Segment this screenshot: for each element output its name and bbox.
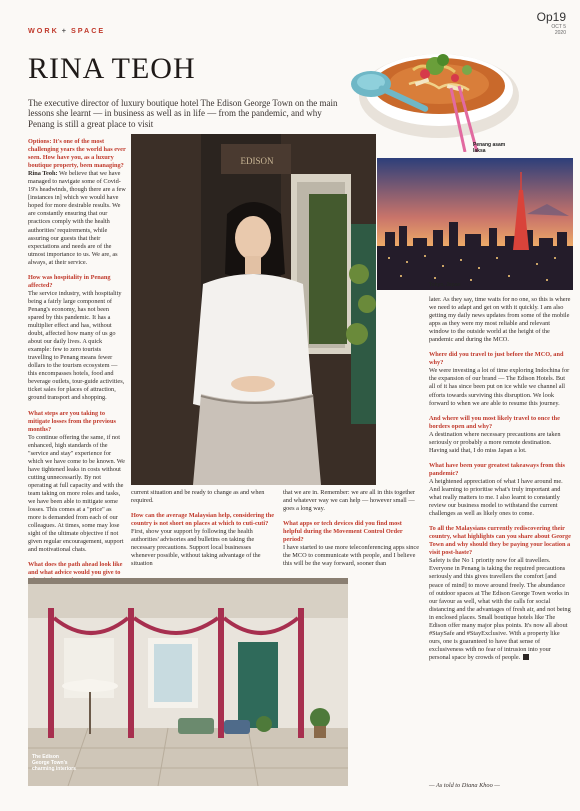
answer-9: A heightened appreciation of what I have around me. And learning to prioritise what's truly important and what really matters to me. I also learnt to constantly review our business model to withstand the current challenges as well as likely ones to come. [429,477,563,518]
answer-8: A destination where necessary precautions are taken seriously or probably a more remote destination. Having said that, I do miss Japan a lot. [429,430,561,454]
tokyo-photo [377,158,573,290]
column-4 [429,296,571,662]
question-2: How was hospitality in Penang affected? [28,273,111,289]
question-3: What steps are you taking to mitigate losses from the previous months? [28,409,116,433]
interior-photo [28,578,348,786]
answer-10: Safety is the No 1 priority now for all travellers. Everyone in Penang is taking the required precautions seriously and this gives travellers the comfort [and peace of mind] to move around freely. The abundance of outdoor spaces at The Edison George Town works in our favour as well, what with the calls for social distancing and the advantages of fresh air, and not being in enclosed places. Small boutique hotels like The Edison offer many major plus points. It's now all about #StaySafe and #StayExclusive. With a property like ours, one is guaranteed to have that sense of exclusiveness with no fear of intrusion into your personal space by crowds of people. [429,557,571,661]
page-title: RINA TEOH [28,52,196,85]
page-number: Op19 [536,10,566,24]
laksa-bowl-illustration [343,24,523,152]
answer-7: We were investing a lot of time exploring Indochina for the expansion of our brand — The Edison Hotels. But all of it has since been put on ice while we channel all efforts towards surviving this disruption. We look forward to when we are able to resume this journey. [429,367,570,407]
portrait-photo [131,134,376,485]
answer-6: I have started to use more teleconferencing apps since the MCO to communicate with people, and I believe this will be the way forward, sooner than [283,544,420,568]
standfirst: The executive director of luxury boutique hotel The Edison George Town on the main lessons she learnt — in business as well as in life — from the pandemic, and why Penang is still a great place to visit [28,98,338,129]
answer-1: We believe that we have managed to navigate some of Covid-19's headwinds, though there are a few [instances in] which we would have hoped for more desirable results. We are constantly ensuring that our practices comply with the health authorities' requirements, while assuring our guests that their expectations and needs are of the utmost importance to us. We are, as always, at their service. [28,170,126,266]
section-plus: + [61,26,68,35]
question-1: It's one of the most challenging years the world has ever seen. How have you, as a luxury boutique property, been managing? [28,138,126,170]
tokyo-skyline-illustration [377,158,573,290]
question-6: What apps or tech devices did you find most helpful during the Movement Control Order period? [283,520,403,544]
laksa-caption: Penang asam laksa [473,142,506,154]
answer-6-continued: later. As they say, time waits for no one, so this is where we need to adapt and get on with it quickly. I am also getting my daily news updates from some of the mobile apps as they were my most reliable and relevant window to the outside world at the height of the pandemic and during the MCO. [429,296,571,344]
question-10: To all the Malaysians currently rediscovering their country, what highlights can you share about George Town and why should they be paying your location a visit post-haste? [429,525,571,557]
tokyo-caption: Tokyo, Japan [429,282,461,288]
answer-5-continued: that we are in. Remember: we are all in this together and whatever way we can help — however small — goes a long way. [283,489,416,513]
question-7: Where did you travel to just before the MCO, and why? [429,351,564,367]
laksa-photo [343,24,523,152]
section-label [28,26,105,35]
interior-caption: The Edison George Town's charming interiors [32,754,76,772]
question-4: What does the path ahead look like and what advice would you give to [28,561,123,577]
column-3 [283,489,421,568]
answer-5: First, show your support by following the health authorities' advisories and bulletins on taking the necessary precautions. Support local businesses whenever possible, without taking advantage of the situation [131,528,261,568]
section-work: WORK [28,26,59,35]
section-space: SPACE [70,26,106,35]
question-8: And where will you most likely travel to once the borders open and why? [429,414,560,430]
portrait-illustration [131,134,376,485]
issue-date: OCT 5 [551,24,566,30]
interior-illustration [28,578,348,786]
column-1 [28,138,126,618]
end-mark-icon [523,654,529,660]
column-2 [131,489,277,568]
question-9: What have been your greatest takeaways from this pandemic? [429,461,565,477]
answer-4-continued: current situation and be ready to change as and when required. [131,489,265,505]
page-folio [522,10,566,36]
question-5: How can the average Malaysian help, considering the country is not short on places at which to cuti-cuti? [131,512,275,528]
answer-3: To continue offering the same, if not enhanced, high standards of the "service and stay" experience for which we have come to be known. We have tightened leaks in costs without cutting unnecessarily. By not operating at full capacity and with the team taking on more roles and tasks, we have been able to mitigate some losses. This comes at a "price" as more is demanded from each of our colleagues. At times, some may lose sight of the ultimate objective if not given regular encouragement, support and motivational chats. [28,433,125,554]
signoff: — As told to Diana Khoo — [429,782,500,789]
a1-label: Rina Teoh: [28,170,58,178]
issue-year: 2020 [554,30,566,36]
q1-label: Options: [28,138,52,145]
answer-2: The service industry, with hospitality being a fairly large component of Penang's economy, has not been spared by this pandemic. It has a multiplier effect and has, without doubt, affected how many of us go about our daily lives. A quick example: few to zero tourists travelling to Penang means fewer dollars to the tourism ecosystem — this encompasses hotels, food and beverage outlets, tour-guide activities, ticket sales for places of attraction, ground transport and shopping. [28,289,125,402]
edison-sign: EDISON [240,156,274,166]
